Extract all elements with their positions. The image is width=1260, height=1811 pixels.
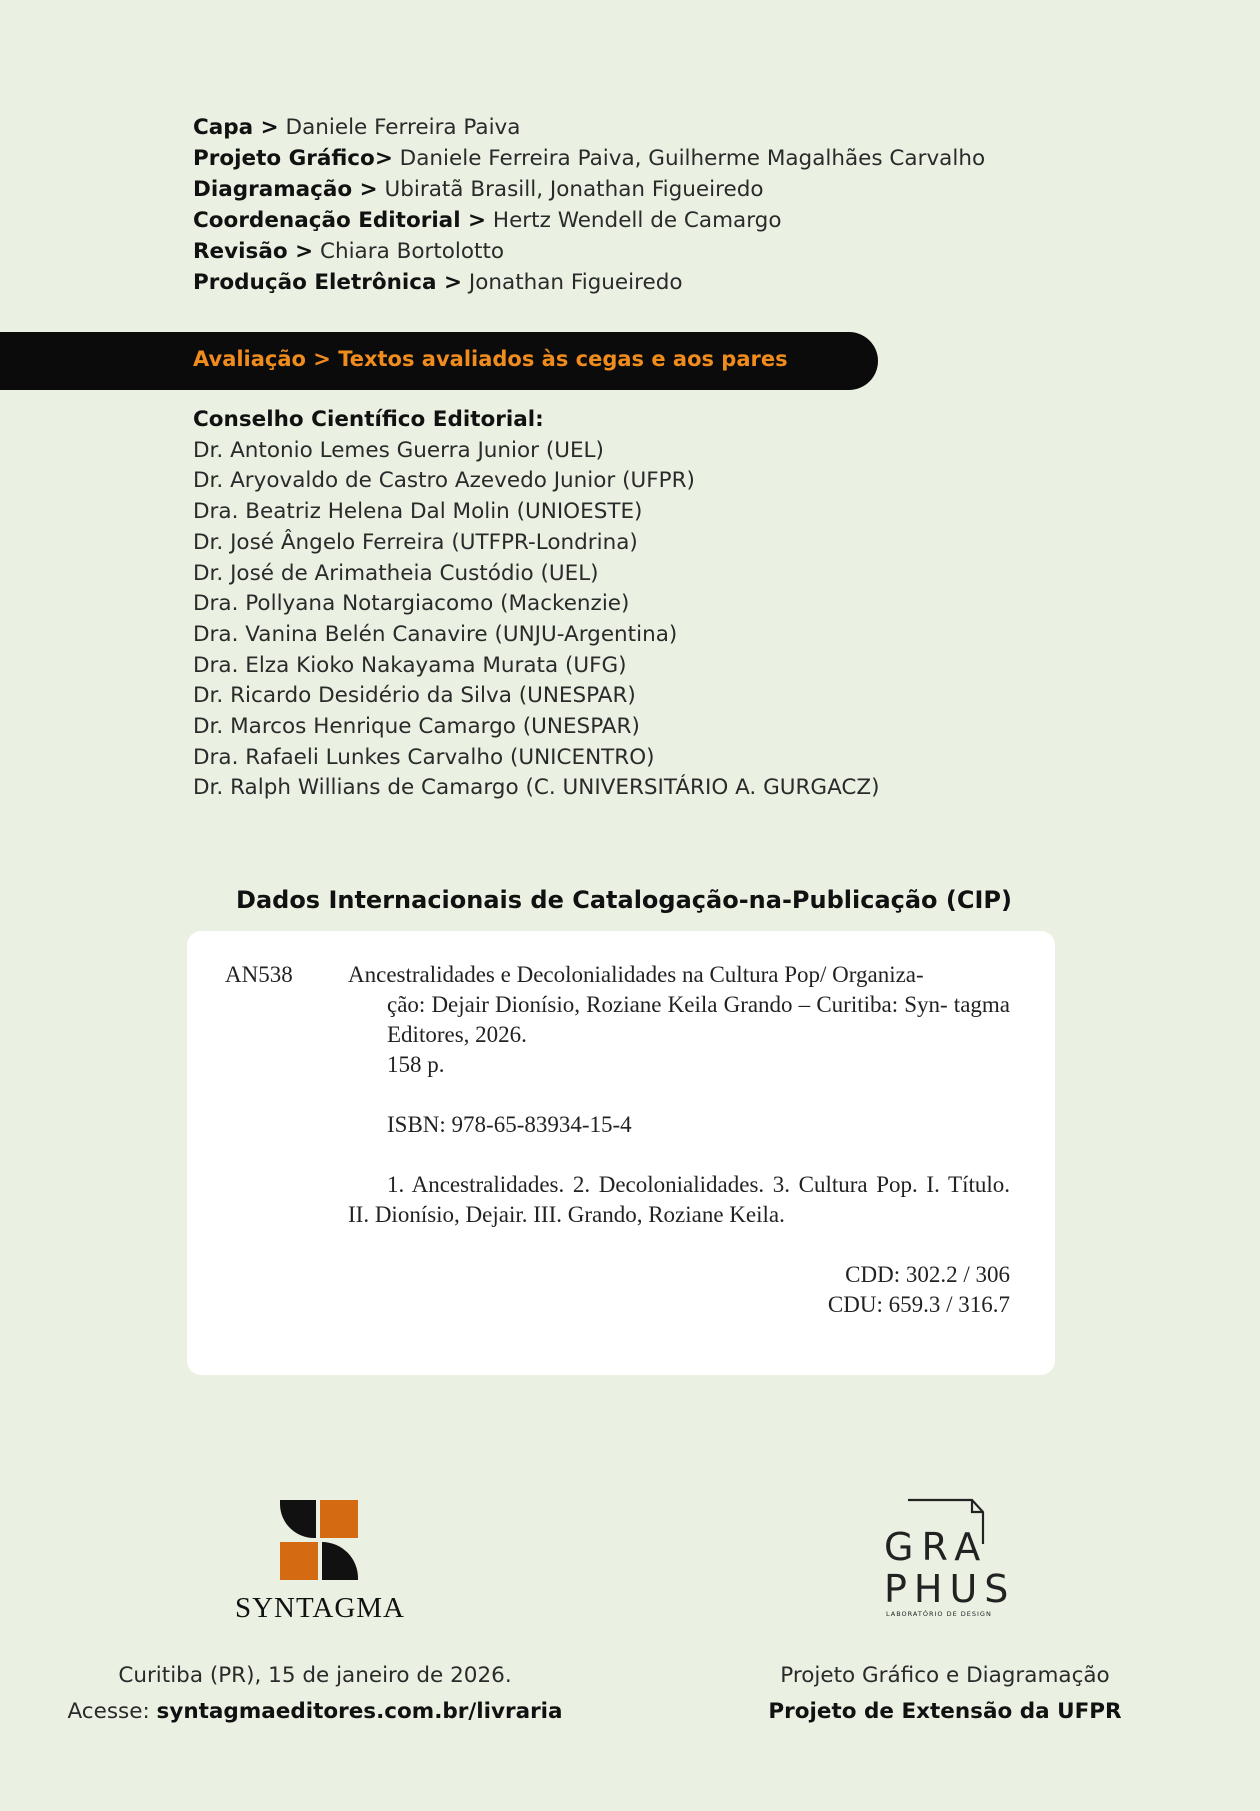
website-link[interactable]: syntagmaeditores.com.br/livraria [156, 1699, 563, 1724]
credit-editorial-coordination [193, 205, 985, 236]
council-member: Dr. Antonio Lemes Guerra Junior (UEL) [193, 437, 604, 463]
credit-layout [193, 174, 985, 205]
credit-value: Ubiratã Brasill, Jonathan Figueiredo [377, 177, 764, 202]
cip-heading [0, 886, 1260, 914]
council-member: Dra. Vanina Belén Canavire (UNJU-Argentina) [193, 621, 678, 647]
cip-pages: 158 p. [387, 1052, 445, 1077]
council-member: Dr. José Ângelo Ferreira (UTFPR-Londrina) [193, 529, 638, 555]
review-text: Avaliação > Textos avaliados às cegas e aos pares [193, 347, 788, 371]
syntagma-logo [220, 1498, 420, 1628]
council-title: Conselho Científico Editorial: [193, 407, 544, 432]
syntagma-name: SYNTAGMA [234, 1592, 406, 1624]
editorial-council [193, 405, 880, 804]
credit-electronic-production [193, 267, 985, 298]
council-member: Dr. Ralph Willians de Camargo (C. UNIVERSITÁRIO A. GURGACZ) [193, 775, 880, 801]
graphus-line2: PHUS [884, 1567, 1016, 1611]
credit-label: Coordenação Editorial > [193, 208, 487, 233]
cip-isbn: ISBN: 978-65-83934-15-4 [387, 1112, 632, 1137]
council-member: Dra. Beatriz Helena Dal Molin (UNIOESTE) [193, 499, 643, 525]
design-lab-footer [740, 1658, 1150, 1730]
credit-label: Capa > [193, 115, 279, 140]
cip-card [187, 931, 1055, 1375]
council-member: Dr. José de Arimatheia Custódio (UEL) [193, 560, 599, 586]
council-member: Dra. Elza Kioko Nakayama Murata (UFG) [193, 652, 627, 678]
cip-code: AN538 [225, 962, 293, 987]
cip-subjects: 1. Ancestralidades. 2. Decolonialidades. 3. Cultura Pop. I. Título. II. Dionísio, Dejair. III. Grando, Roziane Keila. [348, 1172, 1010, 1227]
graphus-line1: GRA [884, 1525, 989, 1569]
council-member: Dra. Rafaeli Lunkes Carvalho (UNICENTRO) [193, 744, 655, 770]
credit-graphic-project [193, 143, 985, 174]
graphus-subtitle: LABORATÓRIO DE DESIGN [886, 1610, 992, 1618]
credit-value: Chiara Bortolotto [313, 239, 505, 264]
council-member: Dr. Ricardo Desidério da Silva (UNESPAR) [193, 683, 636, 709]
review-banner [0, 332, 878, 390]
cip-title-rest: ção: Dejair Dionísio, Roziane Keila Grando – Curitiba: Syn- tagma Editores, 2026. [387, 992, 1010, 1047]
credit-label: Projeto Gráfico> [193, 146, 393, 171]
credit-value: Daniele Ferreira Paiva, Guilherme Magalhães Carvalho [392, 146, 986, 171]
credit-label: Produção Eletrônica > [193, 270, 463, 295]
cip-body [348, 960, 1010, 1320]
credit-label: Revisão > [193, 239, 314, 264]
credit-value: Hertz Wendell de Camargo [486, 208, 782, 233]
credit-label: Diagramação > [193, 177, 378, 202]
publisher-footer [60, 1658, 570, 1730]
graphus-logo [880, 1496, 1020, 1622]
extension-project: Projeto de Extensão da UFPR [768, 1699, 1122, 1724]
council-member: Dra. Pollyana Notargiacomo (Mackenzie) [193, 591, 630, 617]
council-member: Dr. Aryovaldo de Castro Azevedo Junior (UFPR) [193, 468, 695, 494]
design-credit: Projeto Gráfico e Diagramação [780, 1663, 1110, 1688]
cip-cdu: CDU: 659.3 / 316.7 [827, 1292, 1010, 1317]
credit-revision [193, 236, 985, 267]
website-prefix: Acesse: [67, 1699, 157, 1724]
cip-title-line: Ancestralidades e Decolonialidades na Cultura Pop/ Organiza- [348, 962, 924, 987]
credit-cover [193, 112, 985, 143]
website-line [60, 1694, 570, 1730]
publication-date: Curitiba (PR), 15 de janeiro de 2026. [118, 1663, 512, 1688]
cip-heading-text: Dados Internacionais de Catalogação-na-Publicação (CIP) [236, 886, 1012, 914]
credit-value: Jonathan Figueiredo [462, 270, 683, 295]
cip-cdd: CDD: 302.2 / 306 [845, 1262, 1010, 1287]
credits-block [193, 112, 985, 298]
credit-value: Daniele Ferreira Paiva [278, 115, 521, 140]
council-member: Dr. Marcos Henrique Camargo (UNESPAR) [193, 714, 640, 740]
